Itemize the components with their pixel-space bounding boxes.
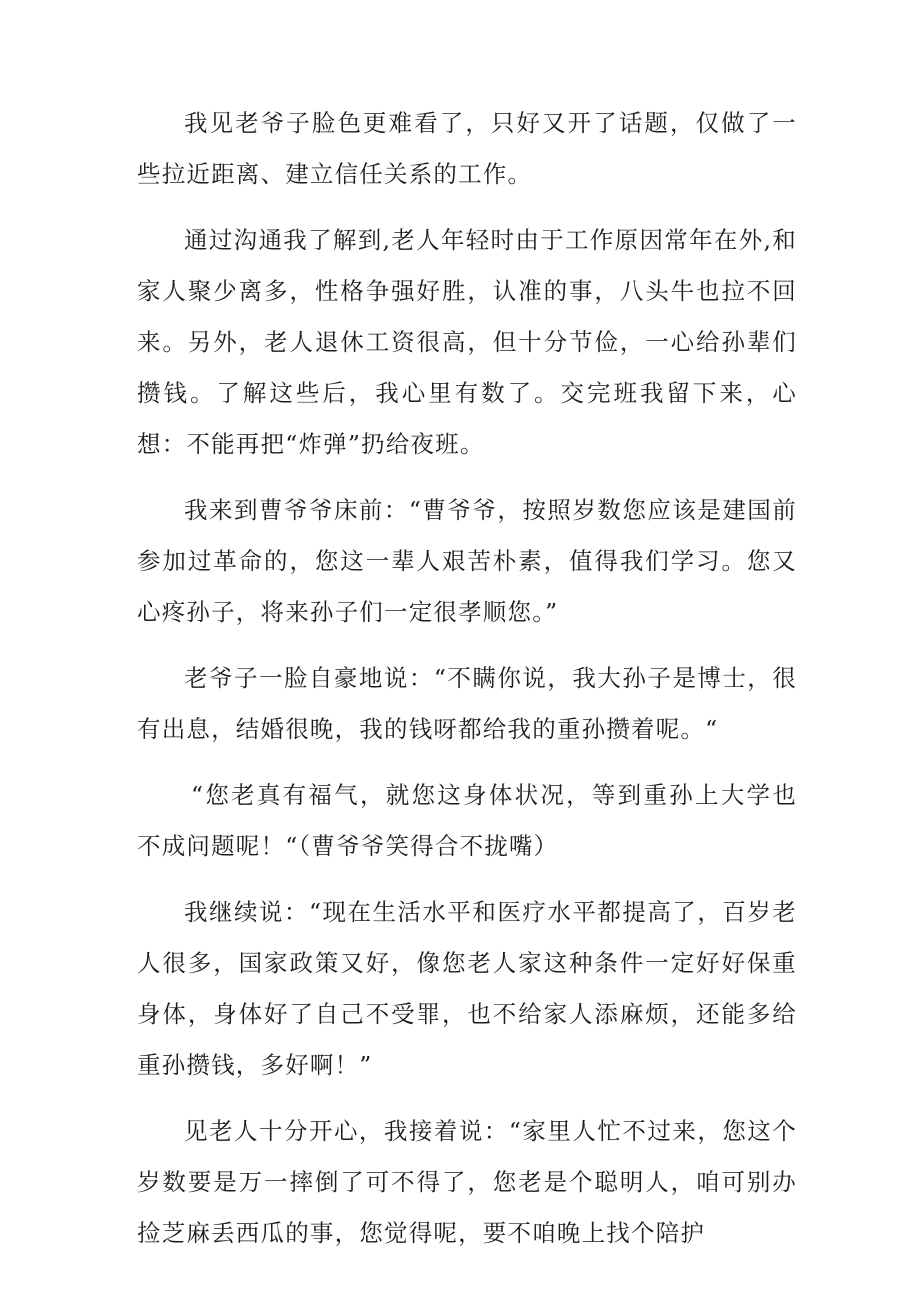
paragraph-2: 通过沟通我了解到,老人年轻时由于工作原因常年在外,和家人聚少离多，性格争强好胜，认准的事，八头牛也拉不回来。另外，老人退休工资很高，但十分节俭，一心给孙辈们攒钱。了解这些后，我心里有数了。交完班我留下来，心想：不能再把“炸弹”扔给夜班。 <box>137 226 797 458</box>
paragraph-5: “您老真有福气，就您这身体状况，等到重孙上大学也不成问题呢！“（曹爷爷笑得合不拢嘴） <box>137 781 797 860</box>
paragraph-1: 我见老爷子脸色更难看了，只好又开了话题，仅做了一些拉近距离、建立信任关系的工作。 <box>137 109 797 188</box>
paragraph-4: 老爷子一脸自豪地说：“不瞒你说，我大孙子是博士，很有出息，结婚很晚，我的钱呀都给我的重孙攒着呢。“ <box>137 664 797 743</box>
paragraph-6: 我继续说：“现在生活水平和医疗水平都提高了，百岁老人很多，国家政策又好，像您老人家这种条件一定好好保重身体，身体好了自己不受罪，也不给家人添麻烦，还能多给重孙攒钱，多好啊！” <box>137 898 797 1079</box>
document-body <box>137 98 797 1274</box>
paragraph-3: 我来到曹爷爷床前：“曹爷爷，按照岁数您应该是建国前参加过革命的，您这一辈人艰苦朴素，值得我们学习。您又心疼孙子，将来孙子们一定很孝顺您。” <box>137 496 797 626</box>
paragraph-7: 见老人十分开心，我接着说：“家里人忙不过来，您这个岁数要是万一摔倒了可不得了，您老是个聪明人，咱可别办捡芝麻丢西瓜的事，您觉得呢，要不咱晚上找个陪护 <box>137 1117 797 1247</box>
